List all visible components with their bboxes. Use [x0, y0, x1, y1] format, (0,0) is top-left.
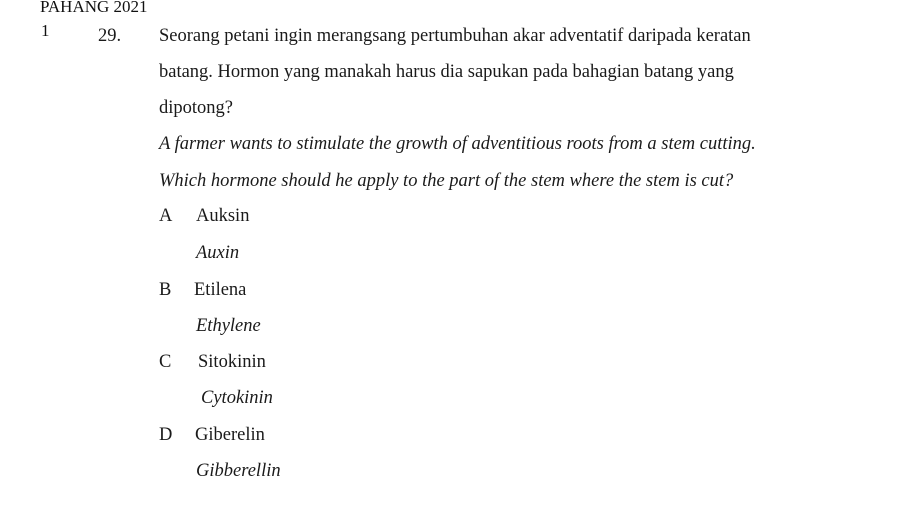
- question-text-malay-line-1: Seorang petani ingin merangsang pertumbuhan akar adventatif daripada keratan: [159, 26, 751, 46]
- question-text-malay-line-3: dipotong?: [159, 98, 233, 118]
- option-b-letter: B: [159, 280, 172, 300]
- question-text-english-line-2: Which hormone should he apply to the part of the stem where the stem is cut?: [159, 171, 734, 191]
- option-c-malay: Sitokinin: [198, 352, 266, 372]
- option-c-english: Cytokinin: [201, 388, 273, 408]
- option-a-english: Auxin: [196, 243, 240, 263]
- question-number: 29.: [98, 26, 122, 46]
- page-number: 1: [41, 21, 50, 40]
- question-text-english-line-1: A farmer wants to stimulate the growth of adventitious roots from a stem cutting.: [159, 134, 756, 154]
- exam-header: PAHANG 2021: [40, 0, 148, 16]
- option-b-english: Ethylene: [196, 316, 261, 336]
- option-d-english: Gibberellin: [196, 461, 281, 481]
- option-d-letter: D: [159, 425, 173, 445]
- option-a-malay: Auksin: [196, 206, 250, 226]
- option-d-malay: Giberelin: [195, 425, 265, 445]
- option-a-letter: A: [159, 206, 173, 226]
- option-c-letter: C: [159, 352, 172, 372]
- question-text-malay-line-2: batang. Hormon yang manakah harus dia sapukan pada bahagian batang yang: [159, 62, 734, 82]
- option-b-malay: Etilena: [194, 280, 247, 300]
